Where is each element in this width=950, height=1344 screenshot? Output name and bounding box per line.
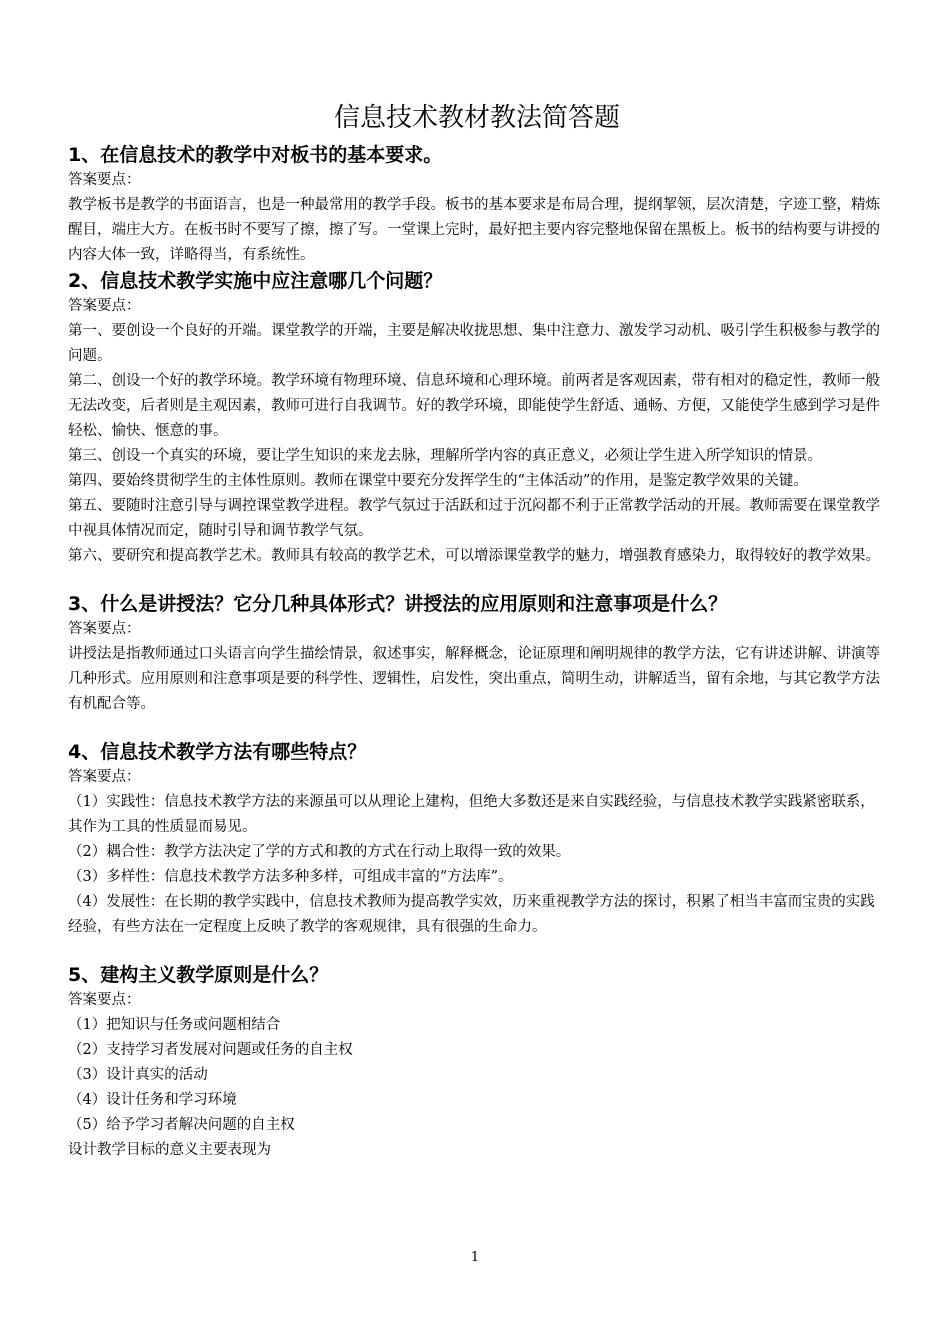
question-heading: 3、什么是讲授法？它分几种具体形式？讲授法的应用原则和注意事项是什么？ [68, 593, 728, 615]
answer-label: 答案要点： [68, 172, 141, 188]
question-section-2 [68, 268, 886, 569]
answer-list-item: （4）设计任务和学习环境 [68, 1092, 237, 1108]
answer-label: 答案要点： [68, 298, 141, 314]
question-heading: 5、建构主义教学原则是什么？ [68, 964, 329, 986]
question-heading: 4、信息技术教学方法有哪些特点？ [68, 741, 367, 763]
answer-paragraph: 第五、要随时注意引导与调控课堂教学进程。教学气氛过于活跃和过于沉闷都不利于正常教学活动的开展。教师需要在课堂教学中视具体情况而定，随时引导和调节教学气氛。 [68, 498, 880, 539]
answer-paragraph: （1）实践性：信息技术教学方法的来源虽可以从理论上建构，但绝大多数还是来自实践经验，与信息技术教学实践紧密联系，其作为工具的性质显而易见。 [68, 794, 875, 835]
page-number: 1 [470, 1250, 480, 1265]
answer-paragraph: 第六、要研究和提高教学艺术。教师具有较高的教学艺术，可以增添课堂教学的魅力，增强教育感染力，取得较好的教学效果。 [68, 548, 880, 564]
answer-list-item: （3）设计真实的活动 [68, 1067, 208, 1083]
question-section-1 [68, 142, 886, 268]
answer-label: 答案要点： [68, 621, 141, 637]
answer-list-item: （2）支持学习者发展对问题或任务的自主权 [68, 1042, 353, 1058]
section-spacer [68, 717, 886, 739]
answer-paragraph: 讲授法是指教师通过口头语言向学生描绘情景，叙述事实，解释概念，论证原理和阐明规律的教学方法，它有讲述讲解、讲演等几种形式。应用原则和注意事项是要的科学性、逻辑性，启发性，突出重点，简明生动，讲解适当，留有余地，与其它教学方法有机配合等。 [68, 646, 880, 712]
answer-paragraph: 第二、创设一个好的教学环境。教学环境有物理环境、信息环境和心理环境。前两者是客观因素，带有相对的稳定性，教师一般无法改变，后者则是主观因素，教师可进行自我调节。好的教学环境，即能使学生舒适、通畅、方便，又能使学生感到学习是件轻松、愉快、惬意的事。 [68, 373, 880, 439]
answer-paragraph: （3）多样性：信息技术教学方法多种多样，可组成丰富的“方法库”。 [68, 869, 513, 885]
answer-paragraph: （2）耦合性：教学方法决定了学的方式和教的方式在行动上取得一致的效果。 [68, 844, 571, 860]
question-heading: 1、在信息技术的教学中对板书的基本要求。 [68, 144, 443, 166]
answer-paragraph: 第一、要创设一个良好的开端。课堂教学的开端，主要是解决收拢思想、集中注意力、激发学习动机、吸引学生积极参与教学的问题。 [68, 323, 880, 364]
question-section-5 [68, 962, 886, 1163]
question-section-4 [68, 739, 886, 940]
answer-paragraph: 第三、创设一个真实的环境，要让学生知识的来龙去脉，理解所学内容的真正意义，必须让学生进入所学知识的情景。 [68, 448, 822, 464]
answer-list-item: （5）给予学习者解决问题的自主权 [68, 1117, 295, 1133]
answer-paragraph: 设计教学目标的意义主要表现为 [68, 1142, 271, 1158]
section-spacer [68, 569, 886, 591]
document-title: 信息技术教材教法简答题 [333, 103, 620, 133]
question-heading: 2、信息技术教学实施中应注意哪几个问题？ [68, 270, 443, 292]
answer-list-item: （1）把知识与任务或问题相结合 [68, 1017, 281, 1033]
answer-label: 答案要点： [68, 769, 141, 785]
question-section-3 [68, 591, 886, 717]
answer-paragraph: 教学板书是教学的书面语言，也是一种最常用的教学手段。板书的基本要求是布局合理，提纲挈领，层次清楚，字迹工整，精炼醒目，端庄大方。在板书时不要写了擦，擦了写。一堂课上完时，最好把主要内容完整地保留在黑板上。板书的结构要与讲授的内容大体一致，详略得当，有系统性。 [68, 197, 880, 263]
answer-label: 答案要点： [68, 992, 141, 1008]
section-spacer [68, 940, 886, 962]
answer-paragraph: （4）发展性：在长期的教学实践中，信息技术教师为提高教学实效，历来重视教学方法的探讨，积累了相当丰富而宝贵的实践经验，有些方法在一定程度上反映了教学的客观规律，具有很强的生命力。 [68, 894, 875, 935]
document-body [68, 98, 886, 1163]
answer-paragraph: 第四、要始终贯彻学生的主体性原则。教师在课堂中要充分发挥学生的“主体活动”的作用，是鉴定教学效果的关键。 [68, 473, 808, 489]
